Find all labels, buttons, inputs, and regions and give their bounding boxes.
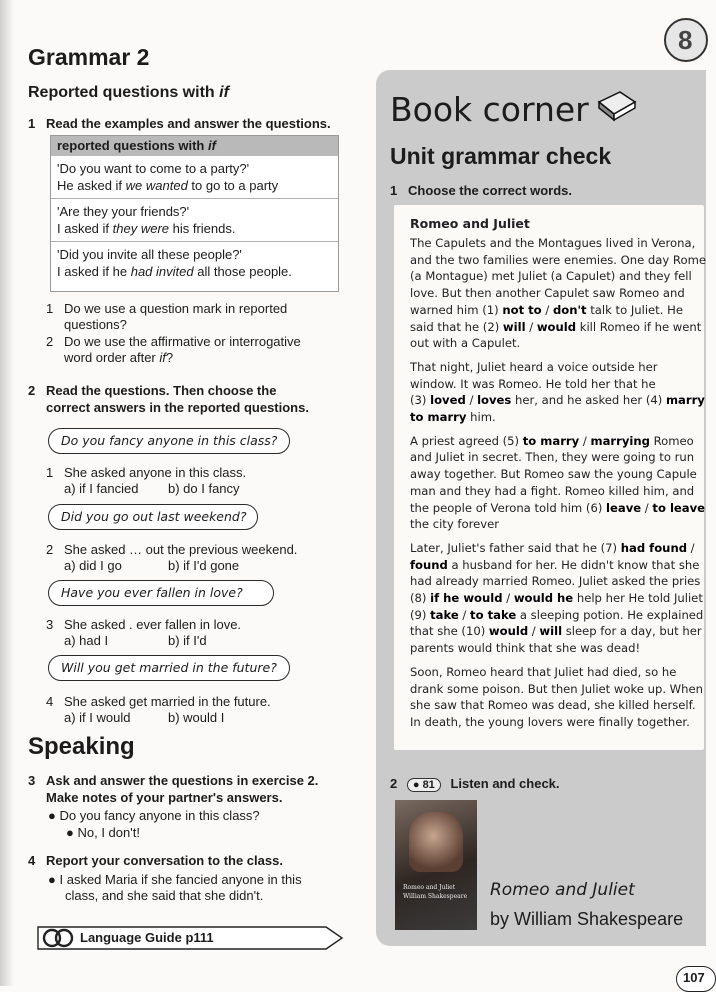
story-line: Soon, Romeo heard that Juliet had died, so he xyxy=(410,664,677,679)
unit-grammar-check-title: Unit grammar check xyxy=(390,143,612,169)
answer-option[interactable]: will xyxy=(539,624,563,639)
paragraph-gap xyxy=(410,533,702,540)
option-b[interactable]: b) would I xyxy=(168,710,225,725)
story-title: Romeo and Juliet xyxy=(410,216,530,231)
option-b[interactable]: b) if I'd xyxy=(168,633,207,648)
story-line: to marry him. xyxy=(410,410,496,425)
answer-option[interactable]: loved xyxy=(430,393,466,408)
answer-option[interactable]: loves xyxy=(477,393,512,408)
example-row: 'Do you want to come to a party?' He asked if we wanted to go to a party xyxy=(57,161,279,193)
story-line: out with a Capulet. xyxy=(410,336,521,351)
answer-option[interactable]: to marry xyxy=(410,410,467,425)
story-line: that she (10) would / will sleep for a day, but her xyxy=(410,624,702,639)
right-exercise-1-instruction: 1 Choose the correct words. xyxy=(390,183,572,198)
reported-questions-table xyxy=(50,135,339,292)
answer-option[interactable]: found xyxy=(410,557,448,572)
example-row: 'Are they your friends?' I asked if they were his friends. xyxy=(51,198,338,241)
page-number: 107 xyxy=(676,966,716,992)
story-line: (a Montague) met Juliet (a Capulet) and they fell xyxy=(410,269,692,284)
question-1: 1 Do we use a question mark in reported questions? xyxy=(46,301,288,332)
exercise-4-instruction: 4 Report your conversation to the class. xyxy=(28,853,283,868)
option-a[interactable]: a) had I xyxy=(64,633,109,648)
answer-option[interactable]: marry xyxy=(665,393,705,408)
exercise-2-item-3: 3 She asked . ever fallen in love. a) had I b) if I'd xyxy=(46,617,242,648)
book-title: Romeo and Juliet xyxy=(490,880,635,900)
speech-icon: ● xyxy=(48,872,56,887)
story-line: warned him (1) not to / don't talk to Juliet. He xyxy=(410,302,683,317)
answer-option[interactable]: don't xyxy=(552,302,587,317)
answer-option[interactable]: to take xyxy=(470,607,517,622)
story-line: drank some poison. But then Juliet woke up. When xyxy=(410,681,703,696)
answer-option[interactable]: to marry xyxy=(522,433,580,448)
story-line: (3) loved / loves her, and he asked her (4) marry xyxy=(410,393,705,408)
story-line: A priest agreed (5) to marry / marrying Romeo xyxy=(410,433,694,448)
question-2: 2 Do we use the affirmative or interrogative word order after if? xyxy=(46,334,301,365)
story-line: she saw that Romeo was dead, she killed herself. xyxy=(410,698,696,713)
story-line: said that he (2) will / would kill Romeo if he went xyxy=(410,319,702,334)
story-line: the people of Verona told him (6) leave / to leave xyxy=(410,500,706,515)
paragraph-gap xyxy=(410,426,702,433)
answer-option[interactable]: marrying xyxy=(590,433,650,448)
option-a[interactable]: a) if I would xyxy=(64,710,131,725)
story-line: window. It was Romeo. He told her that he xyxy=(410,376,656,391)
right-exercise-2-instruction: 2 ● 81 Listen and check. xyxy=(390,776,560,791)
dialogue-line: ● Do you fancy anyone in this class? xyxy=(48,808,260,823)
story-line: man and they had a fight. Romeo killed him, and xyxy=(410,483,695,498)
story-line: (8) if he would / would he help her He told Juliet xyxy=(410,591,703,606)
speech-icon: ● xyxy=(48,808,56,823)
table-header: reported questions with if xyxy=(51,136,338,156)
speech-bubble: Did you go out last weekend? xyxy=(48,504,258,530)
exercise-1-instruction: 1 Read the examples and answer the questions. xyxy=(28,116,331,131)
answer-option[interactable]: to leave xyxy=(652,500,706,515)
language-guide-label[interactable]: Language Guide p111 xyxy=(80,930,214,945)
speech-bubble: Have you ever fallen in love? xyxy=(48,580,274,606)
answer-option[interactable]: will xyxy=(502,319,526,334)
story-line: found a husband for her. He didn't know that she xyxy=(410,557,700,572)
speech-bubble: Do you fancy anyone in this class? xyxy=(48,428,290,454)
option-a[interactable]: a) did I go xyxy=(64,558,122,573)
option-b[interactable]: b) if I'd gone xyxy=(168,558,240,573)
paragraph-gap xyxy=(410,657,702,664)
answer-option[interactable]: take xyxy=(430,607,459,622)
section-heading-grammar: Grammar 2 xyxy=(28,44,150,70)
dialogue-line: ● No, I don't! xyxy=(66,825,140,840)
exercise-2-item-1: 1 She asked anyone in this class. a) if I fancied b) do I fancy xyxy=(46,465,247,496)
exercise-2-instruction: 2 Read the questions. Then choose the correct answers in the reported questions. xyxy=(28,383,309,415)
unit-badge: 8 xyxy=(664,18,708,62)
story-line: away together. But Romeo saw the young Capule xyxy=(410,467,697,482)
answer-option[interactable]: if he would xyxy=(430,591,503,606)
cover-title: Romeo and Juliet xyxy=(403,884,456,891)
subheading-reported-questions: Reported questions with if xyxy=(28,84,229,101)
answer-option[interactable]: would he xyxy=(513,591,574,606)
story-text xyxy=(410,235,706,731)
cover-author: William Shakespeare xyxy=(403,893,468,900)
book-corner-title: Book corner xyxy=(390,90,589,129)
story-line: The Capulets and the Montagues lived in Verona, xyxy=(410,236,696,250)
exercise-2-item-2: 2 She asked … out the previous weekend. a) did I go b) if I'd gone xyxy=(46,542,298,573)
section-heading-speaking: Speaking xyxy=(28,733,135,760)
story-line: Later, Juliet's father said that he (7) had found / xyxy=(410,540,695,555)
example-row: 'Did you invite all these people?' I asked if he had invited all those people. xyxy=(51,241,338,284)
book-cover-image xyxy=(395,800,477,930)
book-author: by William Shakespeare xyxy=(490,909,684,929)
paragraph-gap xyxy=(410,352,702,359)
story-line: and Juliet in secret. Then, they were going to run xyxy=(410,450,695,465)
story-line: parents would think that she was dead! xyxy=(410,641,641,656)
cover-portrait xyxy=(409,812,463,872)
exercise-3-instruction: 3 Ask and answer the questions in exercise 2. Make notes of your partner's answers. xyxy=(28,773,319,805)
story-line: (9) take / to take a sleeping potion. He explained xyxy=(410,607,704,622)
story-line: had already married Romeo. Juliet asked the pries xyxy=(410,574,701,589)
book-icon xyxy=(596,88,638,124)
answer-option[interactable]: would xyxy=(536,319,577,334)
story-line: That night, Juliet heard a voice outside her xyxy=(410,359,658,374)
exercise-2-item-4: 4 She asked get married in the future. a) if I would b) would I xyxy=(46,694,271,725)
scan-shadow xyxy=(0,0,14,986)
story-line: love. But then another Capulet saw Romeo and xyxy=(410,286,685,301)
answer-option[interactable]: had found xyxy=(620,540,687,555)
story-line: and the two families were enemies. One day Rome xyxy=(410,252,706,267)
story-line: In death, the young lovers were finally together. xyxy=(410,714,690,729)
audio-track-icon[interactable]: ● 81 xyxy=(407,778,441,792)
answer-option[interactable]: leave xyxy=(606,500,642,515)
answer-option[interactable]: would xyxy=(488,624,529,639)
speech-bubble: Will you get married in the future? xyxy=(48,655,290,681)
option-b[interactable]: b) do I fancy xyxy=(168,481,240,496)
speech-icon: ● xyxy=(66,825,74,840)
story-line: the city forever xyxy=(410,517,499,532)
example-report: ● I asked Maria if she fancied anyone in this class, and she said that she didn't. xyxy=(48,872,302,903)
answer-option[interactable]: not to xyxy=(502,302,542,317)
option-a[interactable]: a) if I fancied xyxy=(64,481,139,496)
